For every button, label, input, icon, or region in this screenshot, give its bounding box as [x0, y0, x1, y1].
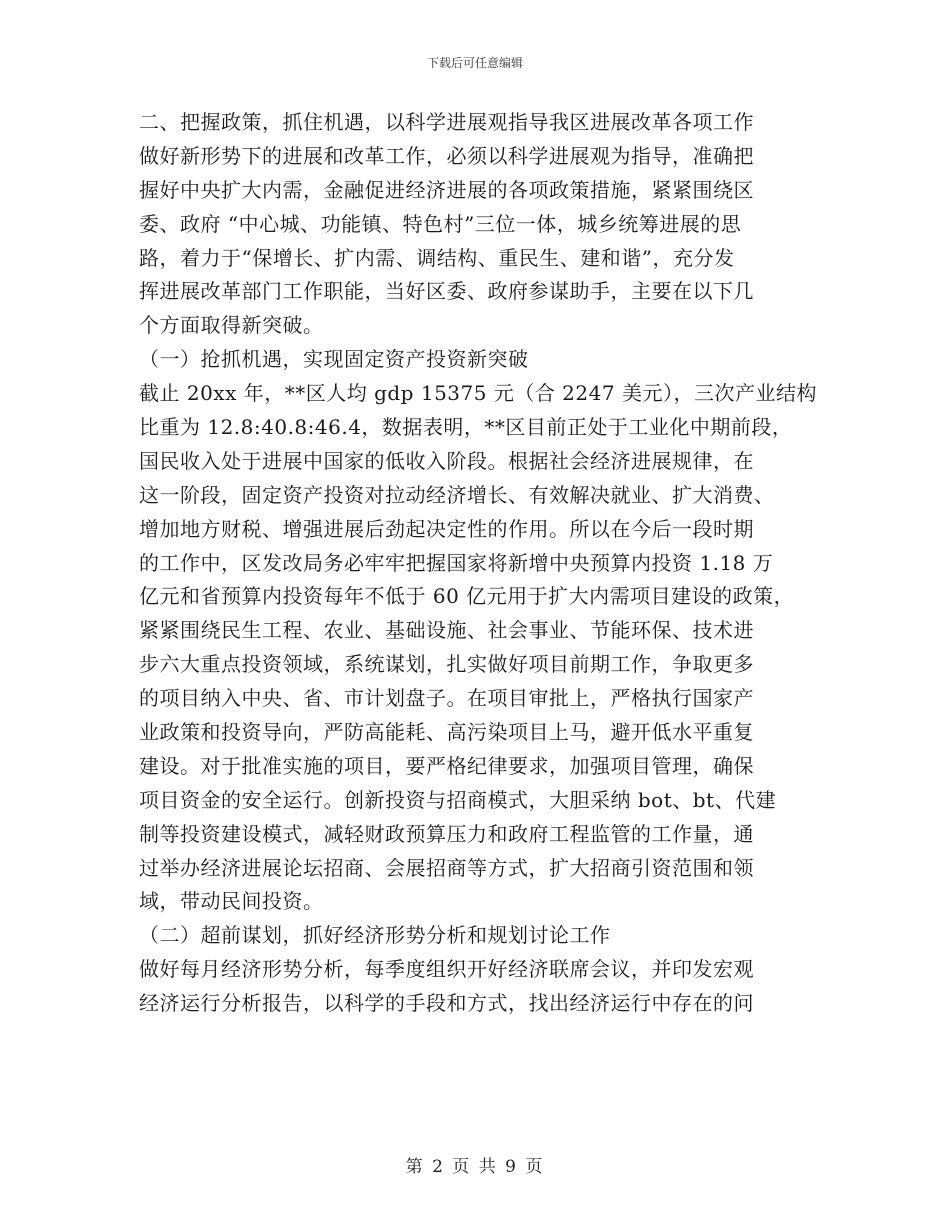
text-line: 的项目纳入中央、省、市计划盘子。在项目审批上，严格执行国家产: [139, 686, 754, 711]
text-line: 制等投资建设模式，减轻财政预算压力和政府工程监管的工作量，通: [139, 821, 754, 846]
section-heading: （二）超前谋划，抓好经济形势分析和规划讨论工作: [139, 923, 611, 948]
text-line: 握好中央扩大内需，金融促进经济进展的各项政策措施，紧紧围绕区: [139, 177, 754, 202]
text-line: 亿元和省预算内投资每年不低于 60 亿元用于扩大内需项目建设的政策，: [139, 584, 795, 609]
text-line: 域，带动民间投资。: [139, 889, 324, 914]
text-line: 二、把握政策，抓住机遇，以科学进展观指导我区进展改革各项工作: [139, 110, 754, 134]
text-line: 截止 20xx 年，**区人均 gdp 15375 元（合 2247 美元），三次产业结构: [139, 381, 817, 406]
text-line: 业政策和投资导向，严防高能耗、高污染项目上马，避开低水平重复: [139, 720, 754, 745]
text-line: 路，着力于“保增长、扩内需、调结构、重民生、建和谐”，充分发: [139, 245, 735, 270]
page-header: 下载后可任意编辑: [426, 56, 523, 70]
text-line: 个方面取得新突破。: [139, 313, 324, 338]
text-line: 经济运行分析报告，以科学的手段和方式，找出经济运行中存在的问: [139, 991, 754, 1016]
text-line: 建设。对于批准实施的项目，要严格纪律要求，加强项目管理，确保: [139, 753, 754, 778]
text-line: 的工作中，区发改局务必牢牢把握国家将新增中央预算内投资 1.18 万: [139, 550, 774, 575]
text-line: 做好新形势下的进展和改革工作，必须以科学进展观为指导，准确把: [139, 143, 754, 168]
text-line: 这一阶段，固定资产投资对拉动经济增长、有效解决就业、扩大消费、: [139, 482, 775, 507]
document-body: [139, 106, 819, 1021]
text-line: 项目资金的安全运行。创新投资与招商模式，大胆采纳 bot、bt、代建: [139, 787, 777, 812]
text-line: 挥进展改革部门工作职能，当好区委、政府参谋助手，主要在以下几: [139, 279, 754, 304]
text-line: 国民收入处于进展中国家的低收入阶段。根据社会经济进展规律，在: [139, 448, 754, 473]
text-line: 紧紧围绕民生工程、农业、基础设施、社会事业、节能环保、技术进: [139, 618, 754, 643]
text-line: 委、政府 “中心城、功能镇、特色村”三位一体，城乡统筹进展的思: [139, 211, 742, 236]
text-line: 过举办经济进展论坛招商、会展招商等方式，扩大招商引资范围和领: [139, 855, 754, 880]
text-line: 增加地方财税、增强进展后劲起决定性的作用。所以在今后一段时期: [139, 516, 754, 541]
text-line: 比重为 12.8:40.8:46.4，数据表明，**区目前正处于工业化中期前段，: [139, 415, 793, 440]
section-heading: （一）抢抓机遇，实现固定资产投资新突破: [139, 347, 529, 372]
text-line: 步六大重点投资领域，系统谋划，扎实做好项目前期工作，争取更多: [139, 652, 754, 677]
text-line: 做好每月经济形势分析，每季度组织开好经济联席会议，并印发宏观: [139, 957, 754, 982]
page-footer: 第 2 页 共 9 页: [405, 1157, 545, 1177]
